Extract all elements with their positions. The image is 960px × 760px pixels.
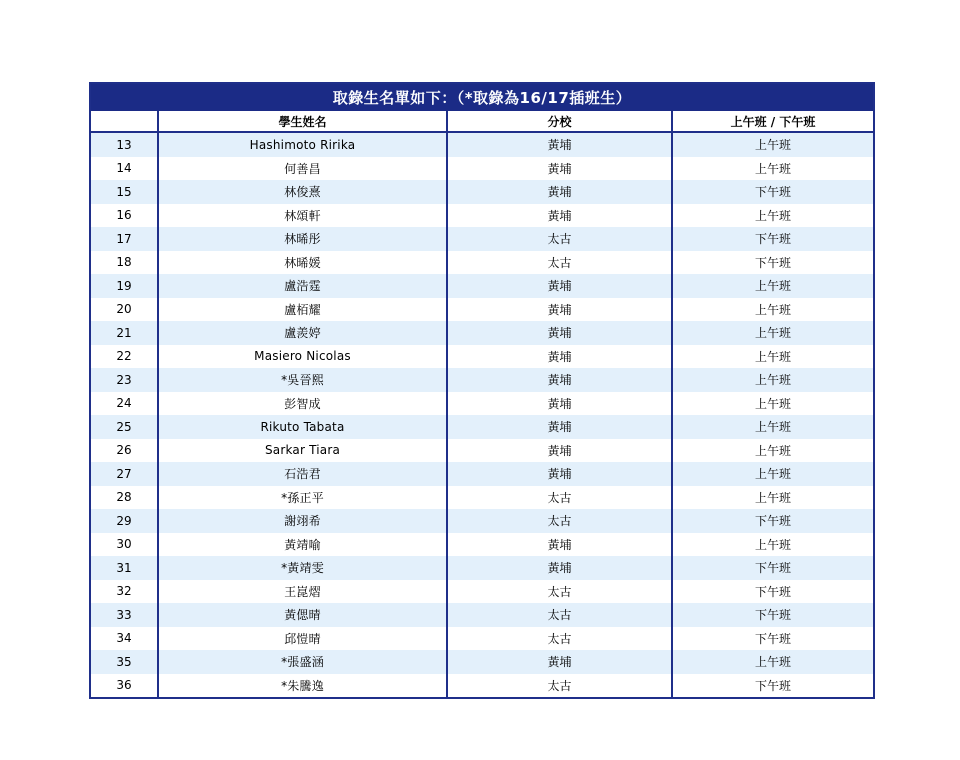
- row-number: 15: [91, 180, 158, 204]
- header-branch: 分校: [447, 111, 672, 132]
- student-name: 林頌軒: [158, 204, 447, 228]
- row-number: 22: [91, 345, 158, 369]
- row-number: 18: [91, 251, 158, 275]
- branch-cell: 黃埔: [447, 274, 672, 298]
- branch-cell: 太古: [447, 486, 672, 510]
- row-number: 16: [91, 204, 158, 228]
- branch-cell: 黃埔: [447, 345, 672, 369]
- table-row: [91, 298, 873, 322]
- session-cell: 上午班: [672, 415, 873, 439]
- row-number: 32: [91, 580, 158, 604]
- row-number: 28: [91, 486, 158, 510]
- branch-cell: 黃埔: [447, 368, 672, 392]
- branch-cell: 黃埔: [447, 556, 672, 580]
- session-cell: 上午班: [672, 345, 873, 369]
- table-row: [91, 439, 873, 463]
- student-name: 盧栢耀: [158, 298, 447, 322]
- session-cell: 下午班: [672, 251, 873, 275]
- branch-cell: 黃埔: [447, 157, 672, 181]
- session-cell: 上午班: [672, 650, 873, 674]
- table-row: [91, 674, 873, 698]
- branch-cell: 黃埔: [447, 392, 672, 416]
- session-cell: 上午班: [672, 274, 873, 298]
- branch-cell: 太古: [447, 227, 672, 251]
- branch-cell: 黃埔: [447, 180, 672, 204]
- table-row: [91, 392, 873, 416]
- session-cell: 下午班: [672, 627, 873, 651]
- header-number: [91, 111, 158, 132]
- table-row: [91, 368, 873, 392]
- branch-cell: 黃埔: [447, 439, 672, 463]
- row-number: 30: [91, 533, 158, 557]
- session-cell: 下午班: [672, 180, 873, 204]
- student-name: 何善昌: [158, 157, 447, 181]
- student-name: Masiero Nicolas: [158, 345, 447, 369]
- row-number: 24: [91, 392, 158, 416]
- student-name: *孫正平: [158, 486, 447, 510]
- table-row: [91, 509, 873, 533]
- row-number: 33: [91, 603, 158, 627]
- table-row: [91, 180, 873, 204]
- header-session: 上午班 / 下午班: [672, 111, 873, 132]
- table-row: [91, 251, 873, 275]
- session-cell: 上午班: [672, 132, 873, 157]
- table-row: [91, 204, 873, 228]
- table-row: [91, 650, 873, 674]
- table-row: [91, 157, 873, 181]
- student-name: 邱愷晴: [158, 627, 447, 651]
- session-cell: 上午班: [672, 486, 873, 510]
- session-cell: 下午班: [672, 227, 873, 251]
- branch-cell: 黃埔: [447, 415, 672, 439]
- student-name: Sarkar Tiara: [158, 439, 447, 463]
- session-cell: 下午班: [672, 674, 873, 698]
- row-number: 26: [91, 439, 158, 463]
- student-name: 盧羨婷: [158, 321, 447, 345]
- table-row: [91, 321, 873, 345]
- table-row: [91, 274, 873, 298]
- table-title: 取錄生名單如下：（*取錄為16/17插班生）: [91, 84, 873, 111]
- branch-cell: 太古: [447, 674, 672, 698]
- row-number: 27: [91, 462, 158, 486]
- row-number: 34: [91, 627, 158, 651]
- student-name: 林俊熹: [158, 180, 447, 204]
- branch-cell: 太古: [447, 509, 672, 533]
- branch-cell: 太古: [447, 603, 672, 627]
- row-number: 19: [91, 274, 158, 298]
- branch-cell: 黃埔: [447, 321, 672, 345]
- session-cell: 上午班: [672, 321, 873, 345]
- row-number: 14: [91, 157, 158, 181]
- session-cell: 下午班: [672, 580, 873, 604]
- student-name: 黃靖喻: [158, 533, 447, 557]
- student-name: 林晞彤: [158, 227, 447, 251]
- session-cell: 下午班: [672, 603, 873, 627]
- row-number: 23: [91, 368, 158, 392]
- branch-cell: 太古: [447, 580, 672, 604]
- table-row: [91, 533, 873, 557]
- session-cell: 上午班: [672, 439, 873, 463]
- table-row: [91, 415, 873, 439]
- branch-cell: 黃埔: [447, 533, 672, 557]
- branch-cell: 太古: [447, 251, 672, 275]
- header-row: [91, 111, 873, 132]
- session-cell: 上午班: [672, 368, 873, 392]
- row-number: 21: [91, 321, 158, 345]
- table-row: [91, 627, 873, 651]
- row-number: 13: [91, 132, 158, 157]
- table-row: [91, 345, 873, 369]
- student-name: 盧浩霆: [158, 274, 447, 298]
- row-number: 35: [91, 650, 158, 674]
- header-student-name: 學生姓名: [158, 111, 447, 132]
- branch-cell: 黃埔: [447, 204, 672, 228]
- row-number: 31: [91, 556, 158, 580]
- student-name: Hashimoto Ririka: [158, 132, 447, 157]
- session-cell: 上午班: [672, 157, 873, 181]
- table-row: [91, 556, 873, 580]
- student-name: Rikuto Tabata: [158, 415, 447, 439]
- table-row: [91, 462, 873, 486]
- row-number: 25: [91, 415, 158, 439]
- table-row: [91, 580, 873, 604]
- session-cell: 上午班: [672, 392, 873, 416]
- student-name: *朱騰逸: [158, 674, 447, 698]
- row-number: 29: [91, 509, 158, 533]
- student-name: 謝翊希: [158, 509, 447, 533]
- session-cell: 上午班: [672, 462, 873, 486]
- student-name: 王崑熠: [158, 580, 447, 604]
- student-name: *張盛涵: [158, 650, 447, 674]
- admission-list-table: [89, 82, 875, 699]
- student-name: 林晞媛: [158, 251, 447, 275]
- table-row: [91, 132, 873, 157]
- branch-cell: 黃埔: [447, 650, 672, 674]
- student-name: 黃偲晴: [158, 603, 447, 627]
- branch-cell: 黃埔: [447, 462, 672, 486]
- student-name: 石浩君: [158, 462, 447, 486]
- table-row: [91, 486, 873, 510]
- table-row: [91, 227, 873, 251]
- session-cell: 上午班: [672, 204, 873, 228]
- student-name: *黃靖雯: [158, 556, 447, 580]
- branch-cell: 黃埔: [447, 298, 672, 322]
- row-number: 20: [91, 298, 158, 322]
- session-cell: 下午班: [672, 509, 873, 533]
- student-table: [91, 111, 873, 697]
- row-number: 17: [91, 227, 158, 251]
- student-name: 彭智成: [158, 392, 447, 416]
- branch-cell: 黃埔: [447, 132, 672, 157]
- row-number: 36: [91, 674, 158, 698]
- student-name: *吳晉熙: [158, 368, 447, 392]
- session-cell: 上午班: [672, 533, 873, 557]
- session-cell: 下午班: [672, 556, 873, 580]
- branch-cell: 太古: [447, 627, 672, 651]
- table-row: [91, 603, 873, 627]
- session-cell: 上午班: [672, 298, 873, 322]
